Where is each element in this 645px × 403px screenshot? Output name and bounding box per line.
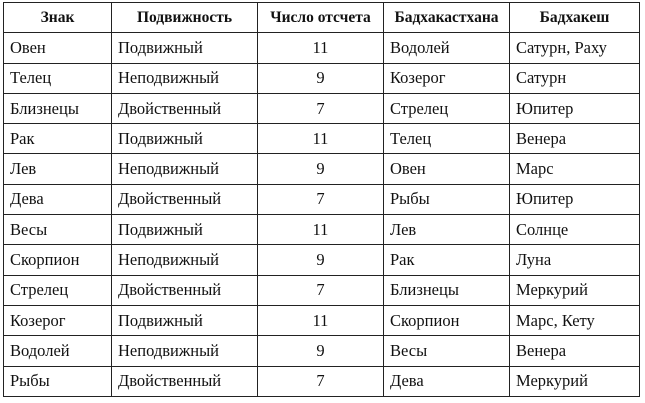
mobility-cell: Неподвижный bbox=[112, 63, 258, 93]
table-row bbox=[4, 336, 640, 366]
mobility-cell: Неподвижный bbox=[112, 336, 258, 366]
table-row bbox=[4, 215, 640, 245]
badhakasthana-cell: Водолей bbox=[384, 33, 510, 63]
table-row bbox=[4, 275, 640, 305]
zodiac-badhaka-table bbox=[3, 2, 640, 397]
badhakesh-cell: Меркурий bbox=[510, 366, 640, 396]
mobility-cell: Двойственный bbox=[112, 93, 258, 123]
table-row bbox=[4, 154, 640, 184]
badhakasthana-cell: Телец bbox=[384, 124, 510, 154]
table-row bbox=[4, 305, 640, 335]
mobility-cell: Неподвижный bbox=[112, 154, 258, 184]
sign-cell: Рыбы bbox=[4, 366, 112, 396]
mobility-cell: Подвижный bbox=[112, 124, 258, 154]
badhakesh-cell: Венера bbox=[510, 124, 640, 154]
header-mobility: Подвижность bbox=[112, 3, 258, 33]
badhakesh-cell: Сатурн, Раху bbox=[510, 33, 640, 63]
badhakasthana-cell: Близнецы bbox=[384, 275, 510, 305]
badhakasthana-cell: Овен bbox=[384, 154, 510, 184]
sign-cell: Весы bbox=[4, 215, 112, 245]
sign-cell: Телец bbox=[4, 63, 112, 93]
table-body bbox=[4, 33, 640, 397]
sign-cell: Рак bbox=[4, 124, 112, 154]
sign-cell: Козерог bbox=[4, 305, 112, 335]
badhakasthana-cell: Лев bbox=[384, 215, 510, 245]
table-row bbox=[4, 93, 640, 123]
count-number-cell: 11 bbox=[258, 124, 384, 154]
mobility-cell: Подвижный bbox=[112, 33, 258, 63]
table-container bbox=[3, 2, 640, 397]
sign-cell: Стрелец bbox=[4, 275, 112, 305]
count-number-cell: 9 bbox=[258, 336, 384, 366]
header-badhakasthana: Бадхакастхана bbox=[384, 3, 510, 33]
count-number-cell: 9 bbox=[258, 154, 384, 184]
sign-cell: Овен bbox=[4, 33, 112, 63]
badhakasthana-cell: Рак bbox=[384, 245, 510, 275]
badhakesh-cell: Юпитер bbox=[510, 93, 640, 123]
sign-cell: Близнецы bbox=[4, 93, 112, 123]
badhakesh-cell: Марс, Кету bbox=[510, 305, 640, 335]
mobility-cell: Подвижный bbox=[112, 305, 258, 335]
count-number-cell: 7 bbox=[258, 275, 384, 305]
sign-cell: Лев bbox=[4, 154, 112, 184]
count-number-cell: 7 bbox=[258, 366, 384, 396]
count-number-cell: 9 bbox=[258, 63, 384, 93]
table-row bbox=[4, 184, 640, 214]
count-number-cell: 7 bbox=[258, 93, 384, 123]
mobility-cell: Неподвижный bbox=[112, 245, 258, 275]
badhakasthana-cell: Козерог bbox=[384, 63, 510, 93]
count-number-cell: 11 bbox=[258, 215, 384, 245]
header-badhakesh: Бадхакеш bbox=[510, 3, 640, 33]
table-row bbox=[4, 366, 640, 396]
badhakasthana-cell: Рыбы bbox=[384, 184, 510, 214]
badhakesh-cell: Юпитер bbox=[510, 184, 640, 214]
header-row bbox=[4, 3, 640, 33]
badhakesh-cell: Марс bbox=[510, 154, 640, 184]
table-row bbox=[4, 63, 640, 93]
sign-cell: Дева bbox=[4, 184, 112, 214]
header-sign: Знак bbox=[4, 3, 112, 33]
header-count-number: Число отсчета bbox=[258, 3, 384, 33]
sign-cell: Водолей bbox=[4, 336, 112, 366]
mobility-cell: Подвижный bbox=[112, 215, 258, 245]
mobility-cell: Двойственный bbox=[112, 184, 258, 214]
badhakasthana-cell: Дева bbox=[384, 366, 510, 396]
table-row bbox=[4, 124, 640, 154]
count-number-cell: 9 bbox=[258, 245, 384, 275]
badhakasthana-cell: Скорпион bbox=[384, 305, 510, 335]
count-number-cell: 11 bbox=[258, 305, 384, 335]
table-row bbox=[4, 245, 640, 275]
badhakasthana-cell: Весы bbox=[384, 336, 510, 366]
badhakesh-cell: Меркурий bbox=[510, 275, 640, 305]
count-number-cell: 11 bbox=[258, 33, 384, 63]
table-row bbox=[4, 33, 640, 63]
badhakesh-cell: Луна bbox=[510, 245, 640, 275]
mobility-cell: Двойственный bbox=[112, 366, 258, 396]
count-number-cell: 7 bbox=[258, 184, 384, 214]
badhakesh-cell: Венера bbox=[510, 336, 640, 366]
badhakesh-cell: Сатурн bbox=[510, 63, 640, 93]
badhakesh-cell: Солнце bbox=[510, 215, 640, 245]
mobility-cell: Двойственный bbox=[112, 275, 258, 305]
badhakasthana-cell: Стрелец bbox=[384, 93, 510, 123]
sign-cell: Скорпион bbox=[4, 245, 112, 275]
